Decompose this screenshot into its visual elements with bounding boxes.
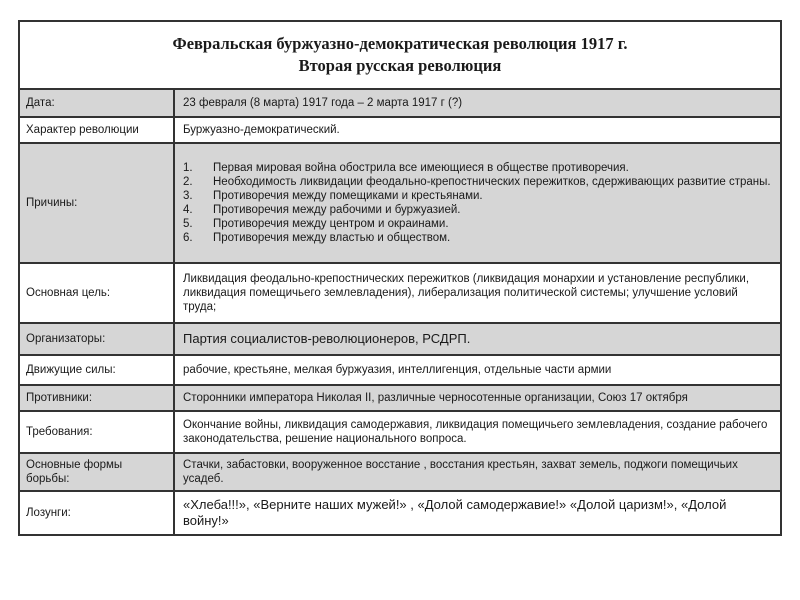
list-text: Первая мировая война обострила все имеющиеся в обществе противоречия.: [213, 162, 629, 174]
list-item: [183, 231, 772, 245]
row-value: 23 февраля (8 марта) 1917 года – 2 марта 1917 г (?): [174, 89, 781, 117]
list-text: Противоречия между помещиками и крестьянами.: [213, 190, 483, 202]
row-label: Противники:: [19, 385, 174, 411]
table-row-slogans: [19, 491, 781, 535]
list-item: [183, 189, 772, 203]
row-value: Буржуазно-демократический.: [174, 117, 781, 143]
row-label: Требования:: [19, 411, 174, 453]
row-value: «Хлеба!!!», «Верните наших мужей!» , «Долой самодержавие!» «Долой царизм!», «Долой войну!»: [174, 491, 781, 535]
list-item: [183, 203, 772, 217]
row-value: рабочие, крестьяне, мелкая буржуазия, интеллигенция, отдельные части армии: [174, 355, 781, 385]
list-item: [183, 175, 772, 189]
list-number: 3.: [183, 190, 193, 202]
table-row-causes: [19, 143, 781, 263]
list-text: Необходимость ликвидации феодально-крепостнических пережитков, сдерживающих развитие страны.: [213, 176, 771, 188]
list-text: Противоречия между центром и окраинами.: [213, 218, 449, 230]
table-row-driving-forces: [19, 355, 781, 385]
revolution-table: [18, 20, 782, 536]
row-label: Дата:: [19, 89, 174, 117]
list-number: 6.: [183, 232, 193, 244]
table-row-character: [19, 117, 781, 143]
list-number: 4.: [183, 204, 193, 216]
list-item: [183, 217, 772, 231]
table-row-forms: [19, 453, 781, 491]
row-value: Сторонники императора Николая II, различные черносотенные организации, Союз 17 октября: [174, 385, 781, 411]
row-label: Лозунги:: [19, 491, 174, 535]
table-row-demands: [19, 411, 781, 453]
list-text: Противоречия между рабочими и буржуазией.: [213, 204, 461, 216]
row-value: Ликвидация феодально-крепостнических пережитков (ликвидация монархии и установление республики, ликвидация помещичьего землевладения), либерализация политической системы; улучшение условий труда;: [174, 263, 781, 323]
row-label: Причины:: [19, 143, 174, 263]
title-line-2: Вторая русская революция: [298, 56, 502, 75]
title-line-1: Февральская буржуазно-демократическая революция 1917 г.: [172, 34, 628, 53]
list-text: Противоречия между властью и обществом.: [213, 232, 451, 244]
causes-list: [183, 161, 772, 245]
table-row-opponents: [19, 385, 781, 411]
row-value: [174, 143, 781, 263]
list-number: 5.: [183, 218, 193, 230]
row-value: Партия социалистов-революционеров, РСДРП.: [174, 323, 781, 355]
row-label: Движущие силы:: [19, 355, 174, 385]
list-number: 2.: [183, 176, 193, 188]
table-row-date: [19, 89, 781, 117]
list-number: 1.: [183, 162, 193, 174]
table-title-cell: [19, 21, 781, 89]
list-item: [183, 161, 772, 175]
row-label: Организаторы:: [19, 323, 174, 355]
row-label: Основная цель:: [19, 263, 174, 323]
row-value: Стачки, забастовки, вооруженное восстание , восстания крестьян, захват земель, поджоги помещичьих усадеб.: [174, 453, 781, 491]
row-label: Характер революции: [19, 117, 174, 143]
row-value: Окончание войны, ликвидация самодержавия, ликвидация помещичьего землевладения, создание рабочего законодательства, решение национального вопроса.: [174, 411, 781, 453]
table-row-goal: [19, 263, 781, 323]
table-row-organizers: [19, 323, 781, 355]
row-label: Основные формы борьбы:: [19, 453, 174, 491]
